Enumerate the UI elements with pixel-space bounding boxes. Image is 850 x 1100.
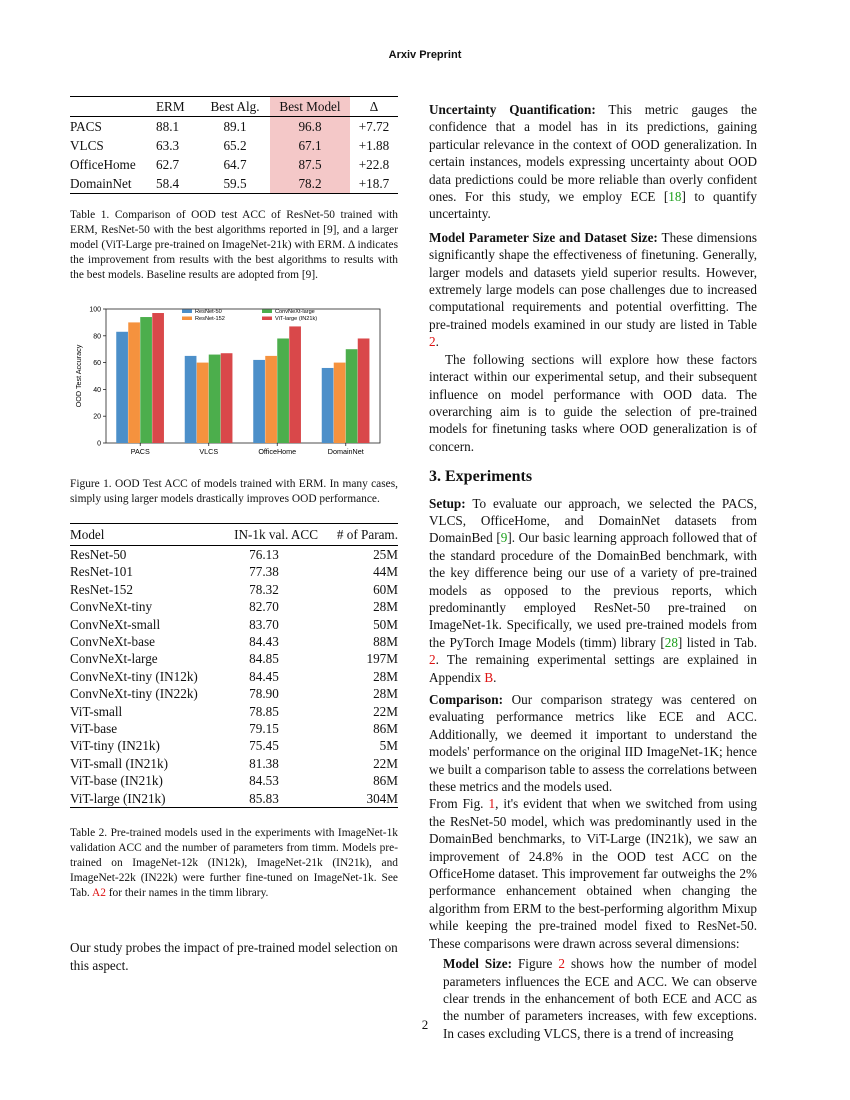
- bar-vit-large-in21k-officehome: [289, 326, 301, 443]
- page-number: 2: [421, 1017, 429, 1032]
- t2-cell: 25M: [373, 547, 398, 562]
- table-row: [70, 117, 398, 137]
- from-fig-paragraph: [429, 795, 757, 952]
- t1-cell: +22.8: [358, 156, 390, 172]
- model-size-text: shows how the number of model parameters influences the ECE and ACC. We can observe clear trends in the enhancement of both ECE and ACC as the number of parameters increases, with few exceptions. In cases excluding VLCS, there is a trend of increasing: [443, 956, 757, 1041]
- t2-cell: ViT-small (IN21k): [70, 755, 168, 771]
- t1-cell: 89.1: [223, 118, 247, 134]
- t2-cell: 75.45: [249, 738, 279, 754]
- uq-text: This metric gauges the confidence that a model has in its predictions, gaining particular relevance in the context of OOD generalization. In certain instances, models expressing uncertainty about OOD data predictions could be more reliable than overly confident ones. For this study, we employ ECE [: [429, 102, 757, 205]
- setup-title: Setup:: [429, 495, 466, 511]
- mp-text-end: .: [435, 334, 439, 350]
- table-row: [70, 581, 398, 598]
- t2-cell: 28M: [373, 599, 398, 615]
- t2-cell: 5M: [379, 738, 398, 754]
- t2-cell: ConvNeXt-large: [70, 651, 158, 667]
- t2-caption-post: for their names in the timm library.: [105, 887, 269, 900]
- bar-vit-large-in21k-domainnet: [358, 338, 370, 443]
- t2-cell: 22M: [373, 703, 398, 719]
- t1-cell: 64.7: [223, 156, 247, 172]
- left-tail-paragraph: Our study probes the impact of pre-trained model selection on this aspect.: [70, 940, 398, 973]
- t2-cell: 79.15: [249, 721, 279, 737]
- t2-cell: 28M: [373, 668, 398, 684]
- t2-cell: 88M: [373, 634, 398, 650]
- t2-cell: ConvNeXt-base: [70, 634, 155, 650]
- mp-title: Model Parameter Size and Dataset Size:: [429, 229, 658, 245]
- table-row: [70, 136, 398, 155]
- table-ref-link[interactable]: 2: [429, 334, 436, 350]
- t2-cell: 77.38: [249, 564, 279, 580]
- appendix-ref-link[interactable]: B: [484, 669, 494, 685]
- t2-cell: ViT-tiny (IN21k): [70, 738, 160, 754]
- mp-paragraph: [429, 229, 757, 351]
- t1-header-best-model: Best Model: [270, 97, 350, 117]
- table-row: [70, 703, 398, 720]
- y-tick-label: 80: [93, 333, 101, 341]
- t1-cell: 65.2: [223, 137, 247, 153]
- t2-cell: 50M: [373, 616, 398, 632]
- y-tick-label: 100: [89, 306, 101, 314]
- legend-label: ConvNeXt-large: [275, 309, 315, 315]
- table-row: [70, 790, 398, 808]
- setup-text-end: .: [493, 669, 497, 685]
- t2-cell: ResNet-101: [70, 564, 133, 580]
- setup-text: ] listed in Tab.: [677, 634, 757, 650]
- table-row: [70, 174, 398, 194]
- t1-cell: 63.3: [156, 137, 180, 153]
- t1-cell: OfficeHome: [70, 156, 136, 172]
- table-2: [70, 523, 398, 808]
- t1-cell-best: 78.2: [270, 174, 350, 194]
- bar-vit-large-in21k-pacs: [152, 313, 164, 443]
- t2-cell: ViT-small: [70, 703, 123, 719]
- t2-cell: 84.43: [249, 634, 279, 650]
- t2-cell: ConvNeXt-tiny (IN12k): [70, 668, 198, 684]
- t2-cell: ViT-large (IN21k): [70, 790, 166, 806]
- t2-cell: 197M: [366, 651, 398, 667]
- t2-cell: ConvNeXt-small: [70, 616, 161, 632]
- citation-link[interactable]: 18: [668, 189, 682, 205]
- t1-cell: 59.5: [223, 175, 247, 191]
- t1-cell: +1.88: [358, 137, 390, 153]
- bar-convnext-large-pacs: [140, 317, 152, 443]
- x-tick-label: OfficeHome: [258, 447, 297, 456]
- t1-cell: VLCS: [70, 137, 104, 153]
- bar-resnet-152-vlcs: [197, 363, 209, 443]
- t1-cell: DomainNet: [70, 175, 132, 191]
- model-size-title: Model Size:: [443, 956, 512, 972]
- uq-text-end: ] to quantify uncertainty.: [429, 189, 757, 222]
- t1-header: [70, 97, 156, 117]
- bar-convnext-large-domainnet: [346, 349, 358, 443]
- t1-cell: +7.72: [358, 118, 390, 134]
- legend-label: ResNet-152: [195, 316, 225, 322]
- running-header: Arxiv Preprint: [388, 49, 462, 61]
- bar-resnet-50-officehome: [253, 360, 265, 443]
- table-row: [70, 633, 398, 650]
- t2-cell: 86M: [373, 721, 398, 737]
- table-row: [70, 772, 398, 789]
- legend-swatch: [182, 310, 192, 314]
- bar-resnet-50-vlcs: [185, 356, 197, 443]
- bar-resnet-152-officehome: [265, 356, 277, 443]
- y-tick-label: 20: [93, 413, 101, 421]
- t2-cell: 85.83: [249, 790, 279, 806]
- t2-cell: ViT-base: [70, 721, 118, 737]
- setup-paragraph: [429, 495, 757, 686]
- table-row: [70, 563, 398, 580]
- t1-cell: PACS: [70, 118, 102, 134]
- y-axis-label: OOD Test Accuracy: [74, 344, 83, 408]
- following-paragraph: The following sections will explore how these factors interact within our experimental setup, and their subsequent influence on model performance with OOD data. The overarching aim is to guide the selection of pre-trained models for finetuning tasks where OOD generalization is of concern.: [429, 351, 757, 454]
- t1-cell: 88.1: [156, 118, 180, 134]
- bar-vit-large-in21k-vlcs: [221, 353, 233, 443]
- t2-caption-pre: Table 2. Pre-trained models used in the experiments with ImageNet-1k validation ACC and the number of parameters from timm. Models pre-trained on ImageNet-12k (IN12k), ImageNet-21k (IN21k), and ImageNet-22k (IN22k) were further fine-tuned on ImageNet-1k. See Tab.: [70, 827, 398, 900]
- right-column: [429, 101, 757, 1042]
- t2-cell: 78.90: [249, 686, 279, 702]
- t1-cell-best: 67.1: [270, 136, 350, 155]
- y-tick-label: 60: [93, 360, 101, 368]
- comparison-paragraph: [429, 691, 757, 795]
- legend-label: ResNet-50: [195, 309, 222, 315]
- figure-1-bar-chart: [70, 303, 398, 463]
- table-row: [70, 616, 398, 633]
- t2-header: # of Param.: [336, 526, 398, 542]
- table-2-caption: [70, 826, 398, 901]
- t2-cell: ConvNeXt-tiny (IN22k): [70, 686, 198, 702]
- t2-cell: 28M: [373, 686, 398, 702]
- citation-link[interactable]: 9: [500, 530, 508, 546]
- legend-swatch: [262, 310, 272, 314]
- t1-cell: 58.4: [156, 175, 180, 191]
- t2-cell: 81.38: [249, 755, 279, 771]
- x-tick-label: PACS: [130, 447, 150, 456]
- t2-cell: 83.70: [249, 616, 279, 632]
- t1-cell: +18.7: [358, 175, 390, 191]
- bar-convnext-large-officehome: [277, 338, 289, 443]
- legend-swatch: [262, 317, 272, 321]
- figure-1-caption: Figure 1. OOD Test ACC of models trained with ERM. In many cases, simply using larger models drastically improves OOD performance.: [70, 478, 398, 505]
- t2-cell: 78.32: [249, 581, 279, 597]
- legend-swatch: [182, 317, 192, 321]
- y-tick-label: 0: [97, 440, 101, 448]
- table-ref-link[interactable]: 2: [429, 652, 436, 668]
- uq-paragraph: [429, 101, 757, 223]
- t2-cell: 86M: [373, 773, 398, 789]
- table-row: [70, 650, 398, 667]
- t1-caption-text: Table 1. Comparison of OOD test ACC of ResNet-50 trained with ERM, ResNet-50 with the best algorithms reported in [9], and a larger model (ViT-Large pre-trained on ImageNet-21k) with ERM. Δ indicates the improvement from results with the best algorithms to results with the best models. Baseline results are adopted from [9].: [70, 209, 398, 281]
- citation-link[interactable]: 28: [664, 634, 678, 650]
- t2-header: Model: [70, 526, 105, 542]
- table-row: [70, 598, 398, 615]
- table-1: [70, 96, 398, 194]
- table-row: [70, 155, 398, 174]
- t2-cell: 78.85: [249, 703, 279, 719]
- x-tick-label: DomainNet: [327, 447, 364, 456]
- t2-cell: ConvNeXt-tiny: [70, 599, 153, 615]
- bar-resnet-50-pacs: [116, 332, 128, 443]
- t2-cell: 304M: [366, 790, 398, 806]
- table-1-caption: [70, 208, 398, 283]
- from-text: From Fig.: [429, 796, 489, 812]
- setup-text: ]. Our basic learning approach followed that of the standard procedure of the DomainBed benchmark, with the key difference being our use of a variety of pre-trained models as opposed to the previous reports, which predominantly employed ResNet-50 pre-trained on ImageNet-1k. Specifically, we used pre-trained models from the PyTorch Image Models (timm) library [: [429, 530, 758, 650]
- table-row: [70, 685, 398, 702]
- figure-ref-link[interactable]: 2: [558, 956, 565, 972]
- table-row: [70, 720, 398, 737]
- t2-cell: 84.45: [249, 668, 279, 684]
- t2-cell: ViT-base (IN21k): [70, 773, 163, 789]
- t1-cell: 62.7: [156, 156, 180, 172]
- t2-cell: 44M: [373, 564, 398, 580]
- bar-convnext-large-vlcs: [209, 355, 221, 443]
- t2-cell: 84.85: [249, 651, 279, 667]
- t1-cell-best: 96.8: [270, 117, 350, 137]
- left-column: [70, 96, 398, 974]
- section-title: 3. Experiments: [429, 468, 533, 486]
- y-tick-label: 40: [93, 386, 101, 394]
- t2-cell: ResNet-50: [70, 547, 127, 562]
- t2-cell: 60M: [373, 581, 398, 597]
- table-row: [70, 755, 398, 772]
- setup-text: . The remaining experimental settings are explained in Appendix: [429, 652, 757, 685]
- uq-title: Uncertainty Quantification:: [429, 102, 596, 117]
- t2-cell: 84.53: [249, 773, 279, 789]
- t1-header: ERM: [156, 98, 185, 114]
- t2-caption-ref-link[interactable]: A2: [91, 887, 106, 900]
- t2-cell: ResNet-152: [70, 581, 133, 597]
- t2-cell: 76.13: [249, 547, 279, 562]
- bar-resnet-50-domainnet: [322, 368, 334, 443]
- table-row: [70, 737, 398, 754]
- model-size-text: Figure: [511, 956, 559, 972]
- t2-cell: 22M: [373, 755, 398, 771]
- t2-cell: 82.70: [249, 599, 279, 615]
- table-row: [70, 668, 398, 685]
- mp-text: These dimensions significantly shape the effectiveness of finetuning. Generally, larger models and datasets yield superior results. However, extremely large models can pose challenges due to increased computational requirements and potential overfitting. The pre-trained models examined in our study are listed in Table: [429, 229, 757, 332]
- t1-header: Best Alg.: [210, 98, 260, 114]
- bar-resnet-152-pacs: [128, 322, 140, 443]
- t1-cell-best: 87.5: [270, 155, 350, 174]
- legend-label: ViT-large (IN21k): [275, 316, 318, 322]
- setup-text: To evaluate our approach, we selected the PACS, VLCS, OfficeHome, and DomainNet datasets from DomainBed [: [429, 495, 757, 546]
- comparison-title: Comparison:: [429, 692, 503, 707]
- table-row: [70, 546, 398, 564]
- comparison-text: Our comparison strategy was centered on evaluating performance metrics like ECE and ACC. Additionally, we deemed it important to understand the models' performance on the original IID ImageNet-1K; hence we built a comparison table to assess the correlations between these metrics and the models used.: [429, 692, 757, 795]
- t2-header: IN-1k val. ACC: [234, 526, 318, 542]
- from-text: , it's evident that when we switched from using the ResNet-50 model, which was predominantly used in the DomainBed benchmarks, to ViT-Large (IN21k), we saw an improvement of 24.8% in the OOD test ACC on the OfficeHome dataset. This improvement far outweighs the 2% performance enhancement obtained when changing the algorithm from ERM to the best-performing algorithm Mixup while keeping the pre-trained model fixed to ResNet-50. These comparisons were drawn across several dimensions:: [429, 796, 758, 951]
- t1-header-delta: Δ: [369, 98, 379, 114]
- figure-ref-link[interactable]: 1: [488, 796, 496, 812]
- x-tick-label: VLCS: [199, 447, 219, 456]
- bar-resnet-152-domainnet: [334, 363, 346, 443]
